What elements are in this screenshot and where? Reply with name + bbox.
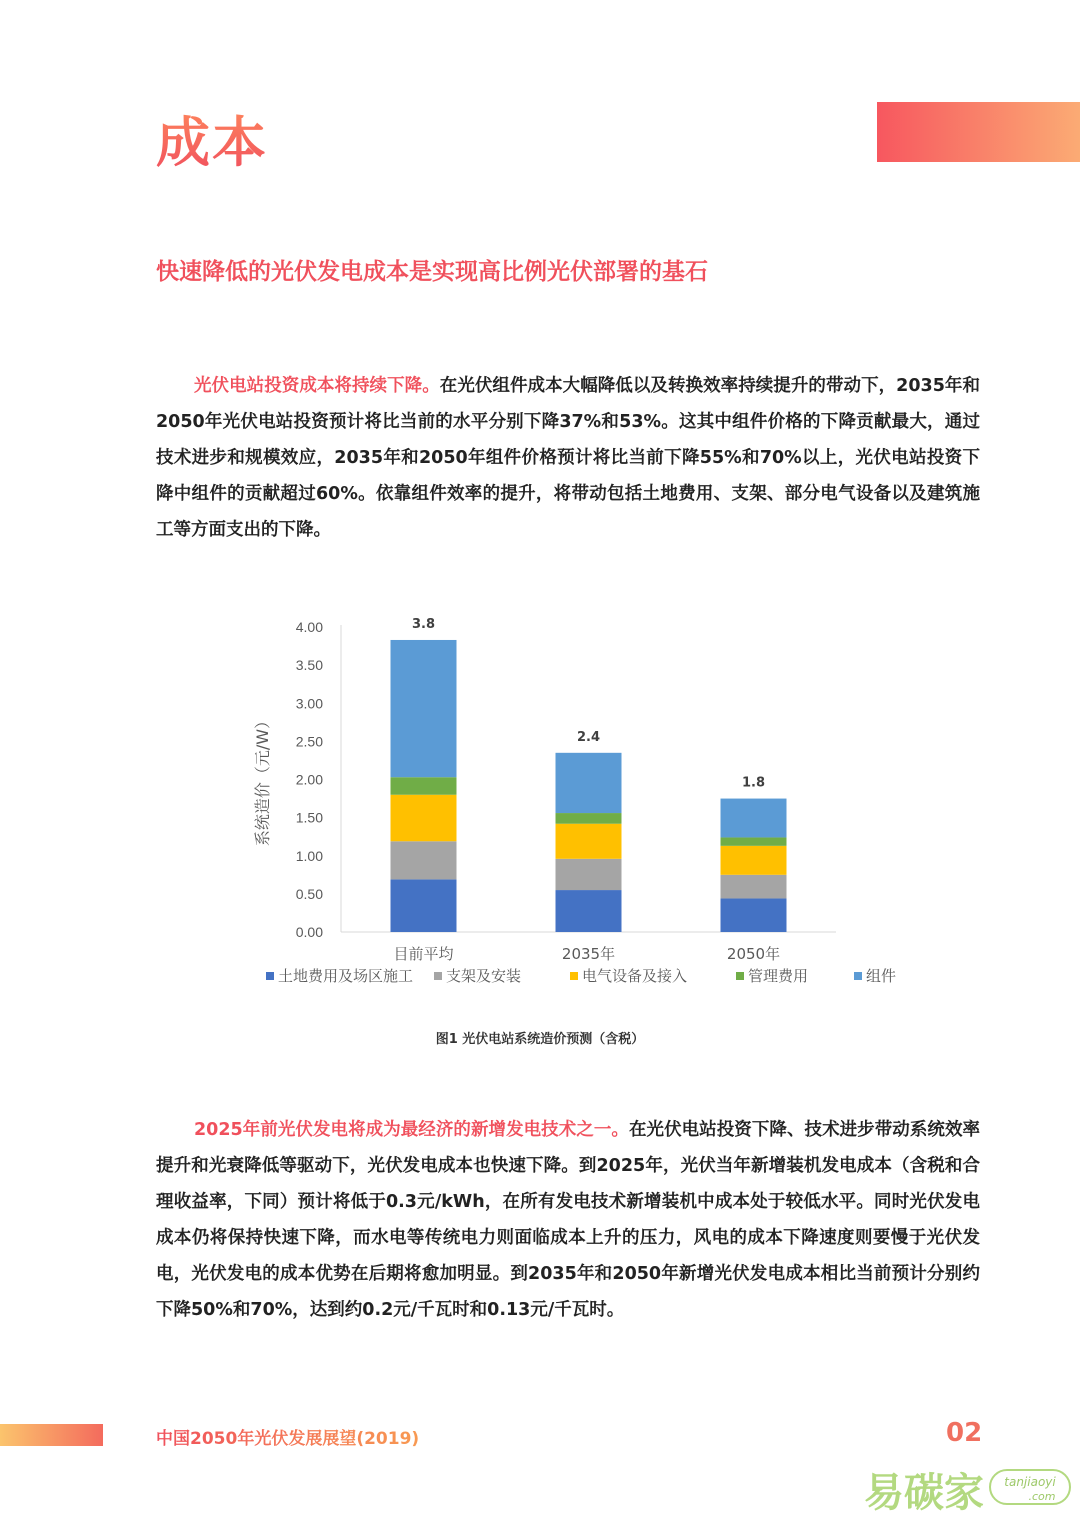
bar-segment (556, 824, 622, 859)
y-tick-label: 4.00 (295, 619, 323, 635)
watermark-logo (862, 1462, 1072, 1518)
figure-caption: 图1 光伏电站系统造价预测（含税） (435, 1032, 645, 1047)
paragraph-2-body: 在光伏电站投资下降、技术进步带动系统效率提升和光衰降低等驱动下，光伏发电成本也快速下降。到2025年，光伏当年新增装机发电成本（含税和合理收益率，下同）预计将低于0.3元/kWh，在所有发电技术新增装机中成本处于较低水平。同时光伏发电成本仍将保持快速下降，而水电等传统电力则面临成本上升的压力，风电的成本下降速度则要慢于光伏发电，光伏发电的成本优势在后期将愈加明显。到2035年和2050年新增光伏发电成本相比当前预计分别约下降50%和70%，达到约0.2元/千瓦时和0.13元/千瓦时。 (156, 1120, 980, 1320)
legend-swatch (736, 972, 744, 980)
paragraph-1-body: 在光伏组件成本大幅降低以及转换效率持续提升的带动下，2035年和2050年光伏电站投资预计将比当前的水平分别下降37%和53%。这其中组件价格的下降贡献最大，通过技术进步和规模效应，2035年和2050年组件价格预计将比当前下降55%和70%以上，光伏电站投资下降中组件的贡献超过60%。依靠组件效率的提升，将带动包括土地费用、支架、部分电气设备以及建筑施工等方面支出的下降。 (156, 376, 980, 540)
footer-title: 中国2050年光伏发展展望(2019) (156, 1424, 419, 1449)
legend-swatch (570, 972, 578, 980)
legend-swatch (266, 972, 274, 980)
y-tick-label: 0.50 (295, 885, 323, 902)
bar-segment (721, 875, 787, 899)
bar-total-label: 2.4 (576, 729, 601, 745)
legend-label: 电气设备及接入 (582, 967, 688, 985)
bar-segment (556, 890, 622, 932)
page-number: 02 (946, 1418, 983, 1448)
paragraph-1-lead: 光伏电站投资成本将持续下降。 (194, 376, 440, 396)
bar-segment (556, 859, 622, 890)
bar-segment (556, 813, 622, 824)
bar-segment (721, 846, 787, 875)
footer-accent-bar (0, 1424, 103, 1446)
cost-stacked-bar-chart (230, 605, 897, 1005)
paragraph-1 (156, 368, 980, 548)
paragraph-2 (156, 1112, 980, 1328)
section-subtitle: 快速降低的光伏发电成本是实现高比例光伏部署的基石 (156, 259, 708, 285)
page-title: 成本 (156, 100, 268, 177)
y-axis-title: 系统造价（元/W） (253, 712, 272, 847)
bar-total-label: 1.8 (741, 775, 766, 791)
y-tick-label: 2.50 (295, 733, 323, 750)
y-tick-label: 1.50 (295, 809, 323, 826)
watermark-sub-text: tanjiaoyi (1004, 1475, 1056, 1489)
watermark-sub-text-2: .com (1028, 1490, 1056, 1503)
y-tick-label: 3.00 (295, 695, 323, 712)
bar-segment (391, 795, 457, 842)
legend-swatch (434, 972, 442, 980)
bar-segment (391, 841, 457, 879)
y-tick-label: 3.50 (295, 657, 323, 674)
x-category-label: 2050年 (726, 945, 781, 963)
bar-segment (556, 753, 622, 813)
y-tick-label: 2.00 (295, 771, 323, 788)
legend-label: 支架及安装 (446, 967, 522, 985)
bar-segment (391, 879, 457, 932)
paragraph-2-lead: 2025年前光伏发电将成为最经济的新增发电技术之一。 (194, 1120, 629, 1140)
legend-swatch (854, 972, 862, 980)
legend-label: 组件 (866, 967, 897, 985)
title-accent-bar (877, 102, 1080, 162)
legend-label: 管理费用 (748, 967, 809, 985)
bar-segment (721, 898, 787, 932)
y-tick-label: 0.00 (295, 924, 323, 940)
watermark-main-text: 易碳家 (864, 1470, 984, 1516)
legend-label: 土地费用及场区施工 (278, 967, 414, 985)
x-category-label: 2035年 (561, 945, 616, 963)
y-tick-label: 1.00 (295, 847, 323, 864)
bar-segment (721, 837, 787, 845)
x-category-label: 目前平均 (393, 945, 454, 963)
bar-segment (391, 640, 457, 777)
bar-total-label: 3.8 (411, 616, 436, 632)
bar-segment (721, 799, 787, 838)
bar-segment (391, 777, 457, 795)
